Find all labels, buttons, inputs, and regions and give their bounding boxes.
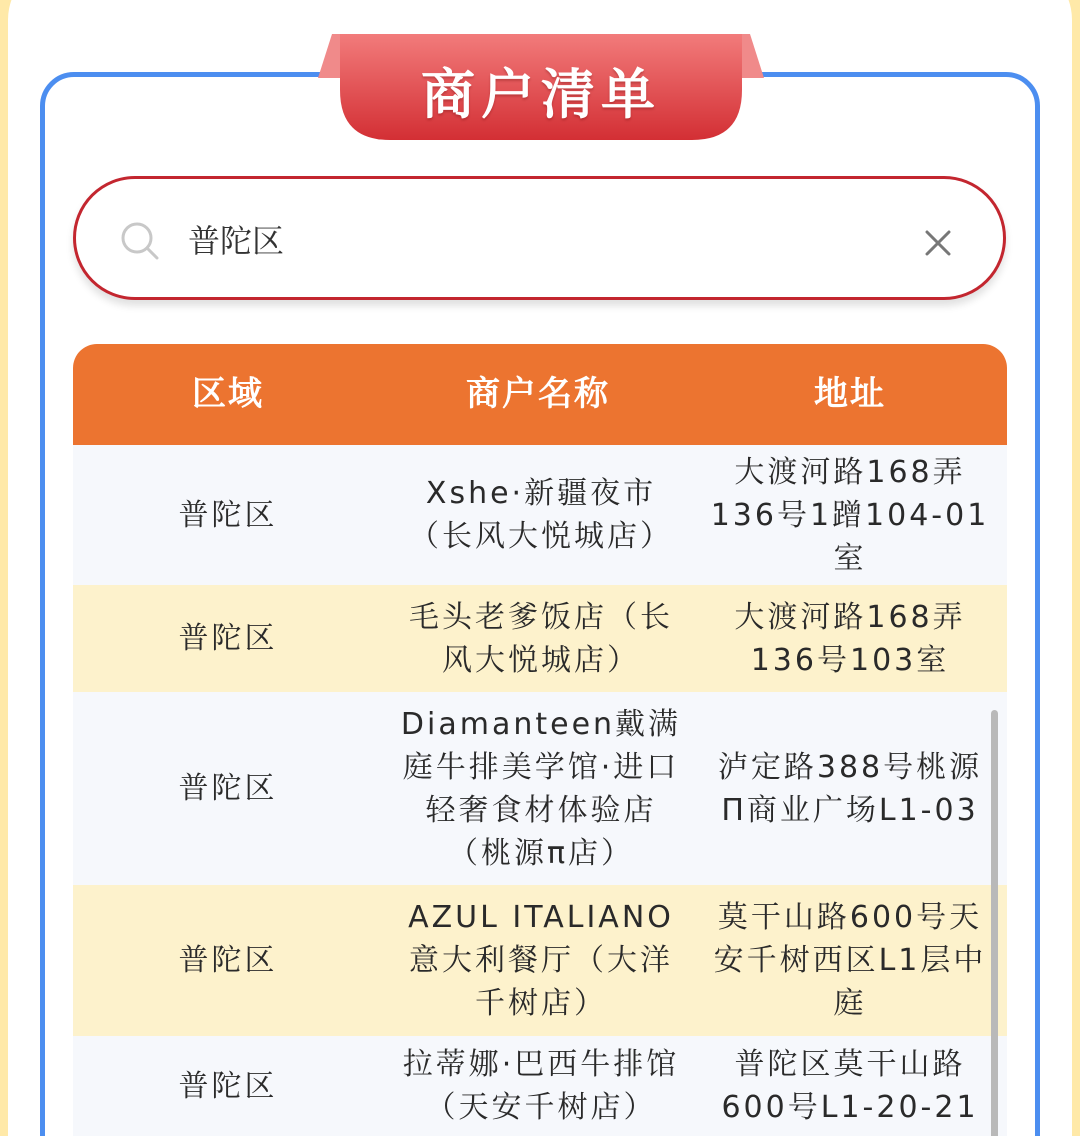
address-line: 莫干山路600号天 <box>717 900 983 935</box>
search-input[interactable] <box>188 209 888 269</box>
address-line: 安千树西区L1层中 <box>713 943 987 978</box>
cell-address <box>705 445 995 585</box>
address-line: 室 <box>833 540 867 576</box>
name-line: （长风大悦城店） <box>409 519 673 554</box>
cell-address <box>705 585 995 692</box>
cell-address <box>705 885 995 1036</box>
address-line: 大渡河路168弄 <box>734 454 966 490</box>
cell-region <box>73 1036 383 1136</box>
name-line: Diamanteen戴满 <box>400 706 682 742</box>
table-row[interactable] <box>73 692 1007 885</box>
address-line: 普陀区莫干山路 <box>734 1047 966 1082</box>
cell-merchant-name <box>391 1036 691 1136</box>
address-line: 泸定路388号桃源 <box>717 749 983 785</box>
table-row[interactable] <box>73 585 1007 692</box>
table-row[interactable] <box>73 885 1007 1036</box>
name-line: 风大悦城店） <box>442 642 640 678</box>
search-icon <box>120 221 160 261</box>
region-text: 普陀区 <box>178 771 278 806</box>
scrollbar[interactable] <box>991 710 998 1136</box>
cell-merchant-name <box>391 585 691 692</box>
name-line: 拉蒂娜·巴西牛排馆 <box>402 1047 680 1082</box>
merchant-table <box>73 344 1007 1136</box>
close-icon[interactable] <box>922 227 954 259</box>
region-text: 普陀区 <box>178 497 278 533</box>
cell-region <box>73 585 383 692</box>
name-line: Xshe·新疆夜市 <box>425 476 657 511</box>
cell-region <box>73 692 383 885</box>
region-text: 普陀区 <box>178 621 278 656</box>
header-address: 地址 <box>814 374 886 414</box>
header-merchant-name: 商户名称 <box>466 374 610 414</box>
name-line: （桃源π店） <box>447 835 635 871</box>
name-line: 意大利餐厅（大洋 <box>408 943 673 978</box>
address-line: 大渡河路168弄 <box>734 599 966 635</box>
header-region: 区域 <box>192 374 264 414</box>
cell-address <box>705 692 995 885</box>
name-line: 庭牛排美学馆·进口 <box>402 749 680 785</box>
address-line: 136号103室 <box>750 642 950 678</box>
table-header <box>73 344 1007 445</box>
cell-region <box>73 445 383 585</box>
name-line: （天安千树店） <box>425 1090 657 1125</box>
cell-merchant-name <box>391 692 691 885</box>
cell-address <box>705 1036 995 1136</box>
search-bar[interactable] <box>73 176 1006 300</box>
name-line: 轻奢食材体验店 <box>425 792 657 828</box>
address-line: 庭 <box>833 986 867 1021</box>
name-line: AZUL ITALIANO <box>408 900 674 935</box>
cell-merchant-name <box>391 885 691 1036</box>
region-text: 普陀区 <box>178 1068 278 1104</box>
cell-region <box>73 885 383 1036</box>
cell-merchant-name <box>391 445 691 585</box>
name-line: 千树店） <box>474 986 607 1021</box>
region-text: 普陀区 <box>178 943 278 978</box>
title-ribbon <box>318 34 764 140</box>
table-row[interactable] <box>73 1036 1007 1136</box>
name-line: 毛头老爹饭店（长 <box>409 599 673 635</box>
table-row[interactable] <box>73 445 1007 585</box>
page-title: 商户清单 <box>421 63 661 126</box>
address-line: 136号1蹭104-01 <box>710 497 990 533</box>
address-line: 600号L1-20-21 <box>721 1090 979 1125</box>
address-line: П商业广场L1-03 <box>721 792 979 828</box>
